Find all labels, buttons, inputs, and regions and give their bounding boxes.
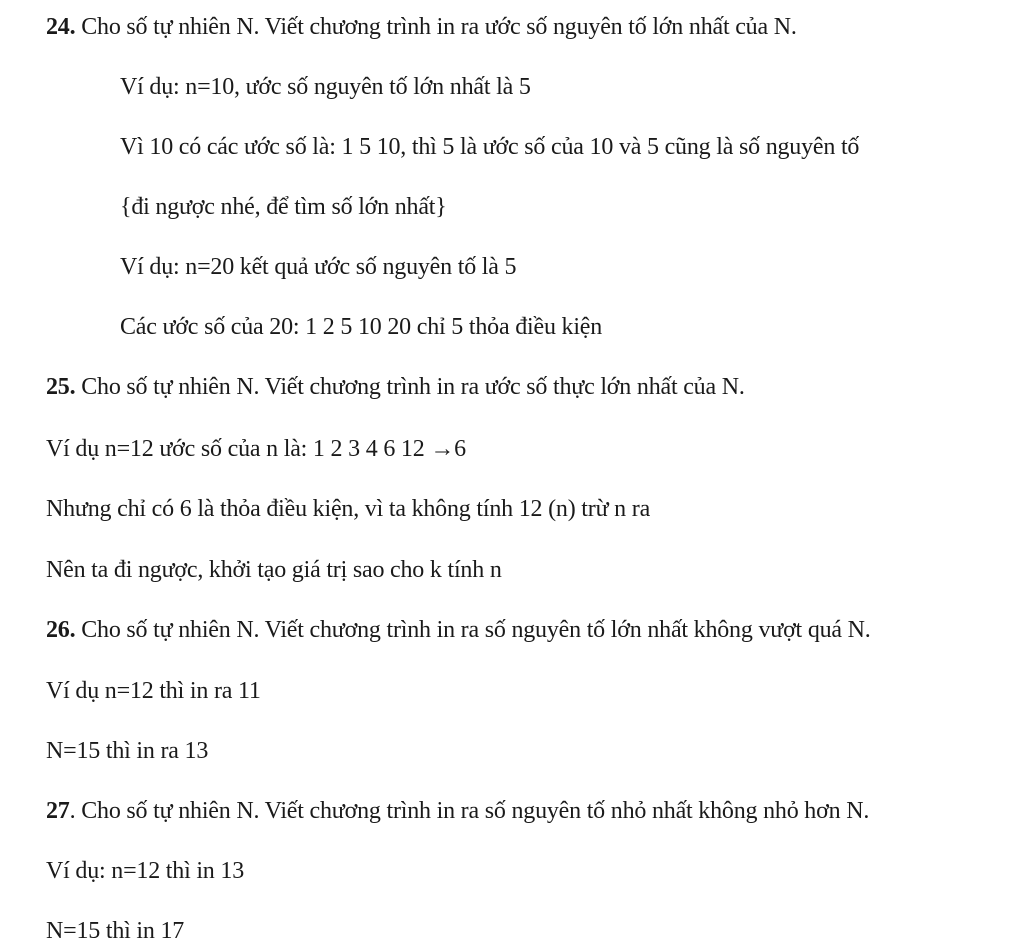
problem-27-example-1: Ví dụ: n=12 thì in 13 [46,858,245,884]
problem-25-statement: Cho số tự nhiên N. Viết chương trình in ra ước số thực lớn nhất của N. [75,374,745,400]
problem-24-number: 24. [46,14,76,40]
problem-27-heading [46,796,869,826]
problem-26-number: 26. [46,617,76,643]
problem-25-number: 25. [46,374,76,400]
problem-25-heading [46,372,745,402]
problem-24-heading [46,12,797,42]
problem-24-explanation: Vì 10 có các ước số là: 1 5 10, thì 5 là ước số của 10 và 5 cũng là số nguyên tố [120,134,860,160]
problem-26-heading [46,615,871,645]
problem-24-example-1: Ví dụ: n=10, ước số nguyên tố lớn nhất là 5 [120,74,531,100]
problem-24-hint: {đi ngược nhé, để tìm số lớn nhất} [120,194,447,220]
problem-26-statement: Cho số tự nhiên N. Viết chương trình in ra số nguyên tố lớn nhất không vượt quá N. [75,617,871,643]
problem-25-explanation: Nhưng chỉ có 6 là thỏa điều kiện, vì ta không tính 12 (n) trừ n ra [46,496,651,522]
problem-26-example-2: N=15 thì in ra 13 [46,738,209,764]
problem-24-divisors: Các ước số của 20: 1 2 5 10 20 chỉ 5 thỏa điều kiện [120,314,603,340]
problem-27-statement: . Cho số tự nhiên N. Viết chương trình in ra số nguyên tố nhỏ nhất không nhỏ hơn N. [69,798,870,824]
problem-25-hint: Nên ta đi ngược, khởi tạo giá trị sao cho k tính n [46,557,502,583]
problem-26-example-1: Ví dụ n=12 thì in ra 11 [46,678,261,704]
problem-25-example: Ví dụ n=12 ước số của n là: 1 2 3 4 6 12 →6 [46,436,466,462]
problem-27-number: 27 [46,798,70,824]
problem-24-example-2: Ví dụ: n=20 kết quả ước số nguyên tố là 5 [120,254,517,280]
problem-27-example-2: N=15 thì in 17 [46,918,185,944]
problem-24-statement: Cho số tự nhiên N. Viết chương trình in ra ước số nguyên tố lớn nhất của N. [75,14,797,40]
